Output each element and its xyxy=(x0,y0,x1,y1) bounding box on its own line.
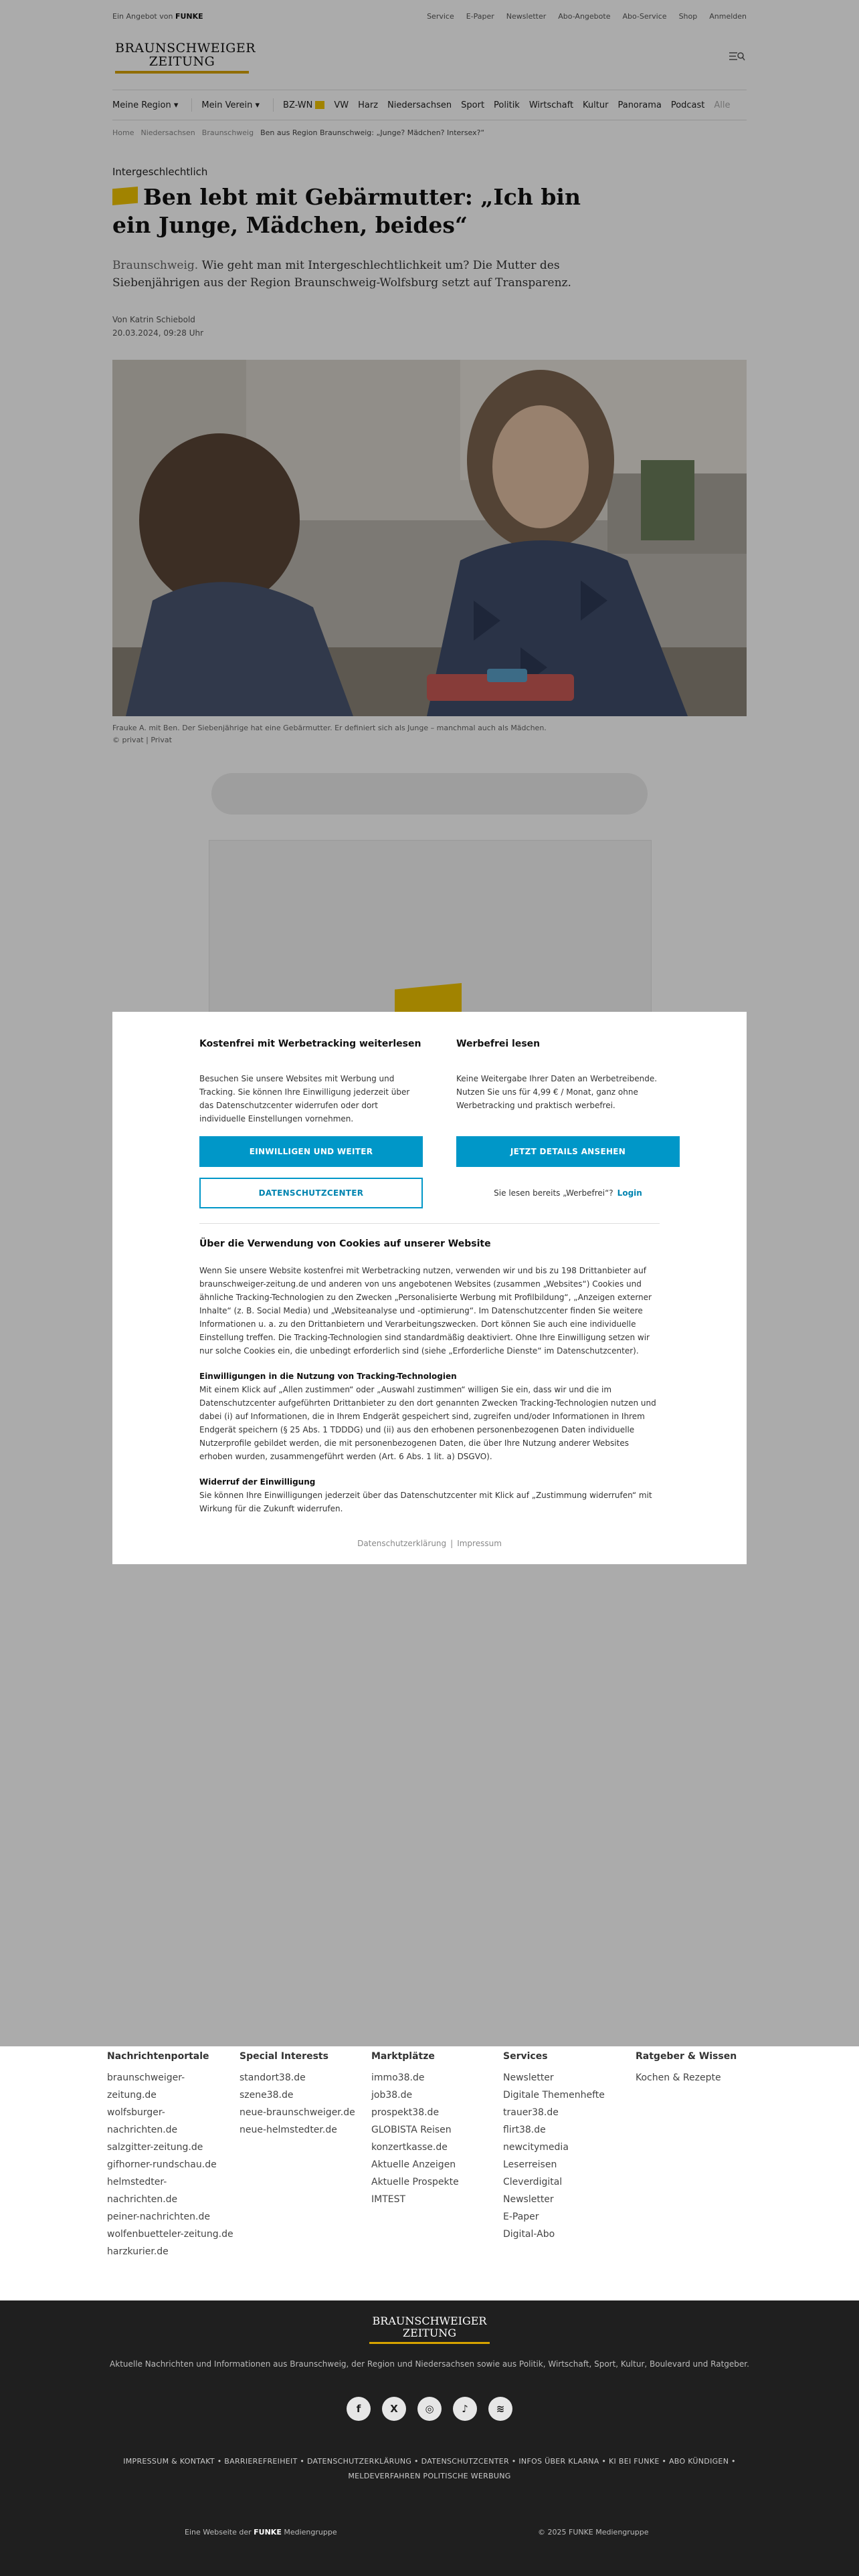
privacy-center-button[interactable]: DATENSCHUTZCENTER xyxy=(199,1178,423,1208)
consent-dialog xyxy=(112,1012,747,1564)
footer-column-title: Nachrichtenportale xyxy=(107,2051,209,2062)
footer-link[interactable]: harzkurier.de xyxy=(107,2246,169,2257)
footer-link[interactable]: flirt38.de xyxy=(503,2125,546,2135)
footer-link[interactable]: konzertkasse.de xyxy=(371,2142,448,2153)
nav-vw[interactable]: VW xyxy=(334,100,349,110)
footer-column-title: Ratgeber & Wissen xyxy=(636,2051,737,2062)
legal-link[interactable]: MELDEVERFAHREN POLITISCHE WERBUNG xyxy=(348,2472,511,2480)
nav-bz-wn-label: BZ-WN xyxy=(283,100,313,110)
logo-line-2: ZEITUNG xyxy=(149,54,215,69)
login-link[interactable]: Anmelden xyxy=(709,12,747,21)
breadcrumb-braunschweig[interactable]: Braunschweig xyxy=(201,128,254,137)
teaser-text: Wie geht man mit Intergeschlechtlichkeit um? Die Mutter des Siebenjährigen aus der Region Braunschweig-Wolfsburg setzt auf Transparenz. xyxy=(112,259,571,290)
website-of-brand: FUNKE xyxy=(254,2528,282,2537)
legal-link[interactable]: INFOS ÜBER KLARNA xyxy=(518,2457,599,2466)
footer-link[interactable]: wolfenbuetteler-zeitung.de xyxy=(107,2229,233,2240)
footer-link[interactable]: Newsletter xyxy=(503,2072,554,2083)
social-links xyxy=(347,2397,512,2421)
footer-logo-underline xyxy=(369,2342,490,2344)
nav-my-club[interactable]: Mein Verein ▾ xyxy=(201,100,260,110)
footer-link[interactable]: immo38.de xyxy=(371,2072,425,2083)
accept-button[interactable]: EINWILLIGEN UND WEITER xyxy=(199,1136,423,1167)
funke-brand[interactable]: FUNKE xyxy=(175,12,203,21)
teaser-location: Braunschweig. xyxy=(112,259,199,272)
footer-link[interactable]: standort38.de xyxy=(240,2072,306,2083)
footer-column-title: Special Interests xyxy=(240,2051,328,2062)
nav-my-club-label: Mein Verein xyxy=(201,100,253,110)
footer-logo-line-1: BRAUNSCHWEIGER xyxy=(372,2315,487,2327)
footer-tagline: Aktuelle Nachrichten und Informationen aus Braunschweig, der Region und Niedersachsen sowie aus Politik, Wirtschaft, Sport, Kultur, Boulevard und Ratgeber. xyxy=(110,2359,749,2369)
breadcrumb-current: Ben aus Region Braunschweig: „Junge? Mädchen? Intersex?“ xyxy=(260,128,485,137)
logo-line-1: BRAUNSCHWEIGER xyxy=(115,41,256,56)
nav-alle[interactable]: Alle xyxy=(714,100,731,110)
legal-links: IMPRESSUM & KONTAKT • BARRIEREFREIHEIT • DATENSCHUTZERKLÄRUNG • DATENSCHUTZCENTER • INFOS ÜBER KLARNA • KI BEI FUNKE • ABO KÜNDIGEN • MELDEVERFAHREN POLITISCHE WERBUNG xyxy=(123,2457,736,2480)
nav-politik[interactable]: Politik xyxy=(494,100,520,110)
footer-link[interactable]: trauer38.de xyxy=(503,2107,559,2118)
footer-column-title: Marktplätze xyxy=(371,2051,435,2062)
image-credit: © privat | Privat xyxy=(112,736,172,744)
cookie-info xyxy=(199,1264,660,1515)
revocation-paragraph xyxy=(199,1475,660,1515)
footer-link[interactable]: peiner-nachrichten.de xyxy=(107,2212,210,2222)
already-subscriber xyxy=(456,1178,680,1208)
publish-date: 20.03.2024, 09:28 Uhr xyxy=(112,328,204,338)
consent-paragraph xyxy=(199,1370,660,1463)
footer-link[interactable]: IMTEST xyxy=(371,2194,406,2205)
footer-link[interactable]: Aktuelle Prospekte xyxy=(371,2177,459,2187)
paragraph-title: Widerruf der Einwilligung xyxy=(199,1477,316,1487)
facebook-icon[interactable]: f xyxy=(347,2397,371,2421)
top-link-abo-service[interactable]: Abo-Service xyxy=(622,12,667,21)
imprint-link[interactable]: Impressum xyxy=(457,1539,502,1548)
footer-link[interactable]: helmstedter-nachrichten.de xyxy=(107,2177,178,2205)
divider xyxy=(199,1223,660,1224)
footer-link[interactable]: neue-braunschweiger.de xyxy=(240,2107,355,2118)
footer-logo[interactable] xyxy=(369,2315,490,2344)
option-title: Werbefrei lesen xyxy=(456,1039,541,1049)
legal-link[interactable]: DATENSCHUTZCENTER xyxy=(421,2457,509,2466)
website-of-suffix: Mediengruppe xyxy=(284,2528,337,2537)
footer-link[interactable]: Leserreisen xyxy=(503,2159,557,2170)
footer-link[interactable]: braunschweiger-zeitung.de xyxy=(107,2072,185,2101)
headline-text: Ben lebt mit Gebärmutter: „Ich bin ein Junge, Mädchen, beides“ xyxy=(112,184,581,238)
website-of-prefix: Eine Webseite der xyxy=(185,2528,252,2537)
footer-link[interactable]: Digitale Themenhefte xyxy=(503,2090,605,2101)
footer-link[interactable]: GLOBISTA Reisen xyxy=(371,2125,452,2135)
privacy-policy-link[interactable]: Datenschutzerklärung xyxy=(357,1539,447,1548)
website-of xyxy=(185,2528,337,2537)
footer-link[interactable]: Kochen & Rezepte xyxy=(636,2072,721,2083)
consent-footer: Datenschutzerklärung | Impressum xyxy=(357,1539,502,1548)
consent-options xyxy=(199,1039,660,1208)
nav-sport[interactable]: Sport xyxy=(461,100,485,110)
option-text: Besuchen Sie unsere Websites mit Werbung und Tracking. Sie können Ihre Einwilligung jederzeit über das Datenschutzcenter widerrufen oder dort individuelle Einstellungen vornehmen. xyxy=(199,1074,410,1123)
footer-column-special xyxy=(240,2048,367,2139)
footer-link[interactable]: szene38.de xyxy=(240,2090,294,2101)
footer-column-guides xyxy=(636,2048,763,2086)
nav-kultur[interactable]: Kultur xyxy=(583,100,609,110)
nav-panorama[interactable]: Panorama xyxy=(617,100,662,110)
legal-link[interactable]: ABO KÜNDIGEN xyxy=(668,2457,729,2466)
top-link-newsletter[interactable]: Newsletter xyxy=(506,12,547,21)
top-link-abo-angebote[interactable]: Abo-Angebote xyxy=(558,12,611,21)
author[interactable]: Von Katrin Schiebold xyxy=(112,315,195,324)
nav-niedersachsen[interactable]: Niedersachsen xyxy=(387,100,452,110)
top-link-epaper[interactable]: E-Paper xyxy=(466,12,494,21)
top-link-service[interactable]: Service xyxy=(427,12,454,21)
top-link-shop[interactable]: Shop xyxy=(678,12,698,21)
footer-column-title: Services xyxy=(503,2051,548,2062)
tiktok-icon[interactable]: ♪ xyxy=(453,2397,477,2421)
option-text: Keine Weitergabe Ihrer Daten an Werbetreibende. Nutzen Sie uns für 4,99 € / Monat, ganz ohne Werbetracking und praktisch werbefrei. xyxy=(456,1074,658,1110)
consent-option-tracking xyxy=(199,1039,423,1208)
nav-my-region-label: Meine Region xyxy=(112,100,171,110)
offer-text: Ein Angebot von xyxy=(112,12,173,21)
footer-link[interactable]: salzgitter-zeitung.de xyxy=(107,2142,203,2153)
cookie-section-title: Über die Verwendung von Cookies auf unserer Website xyxy=(199,1239,491,1249)
legal-link[interactable]: DATENSCHUTZERKLÄRUNG xyxy=(306,2457,412,2466)
footer-link[interactable]: job38.de xyxy=(371,2090,413,2101)
cookie-paragraph: Wenn Sie unsere Website kostenfrei mit Werbetracking nutzen, verwenden wir und bis zu 198 Drittanbieter auf braunschweiger-zeitung.de und anderen von uns angebotenen Websites (zusammen „Websites“) Cookies und ähnliche Tracking-Technologien zu den Zwecken „Personalisierte Werbung mit Profilbildung“, „Anzeigen externer Inhalte“ (z. B. Social Media) und „Websiteanalyse und -optimierung“. Im Datenschutzcenter finden Sie weitere Informationen u. a. zu den Drittanbietern und Verarbeitungszwecken. Dort können Sie auch eine individuelle Einstellung treffen. Die Tracking-Technologien sind standardmäßig deaktiviert. Ohne Ihre Einwilligung setzen wir nur solche Cookies ein, die unbedingt erforderlich sind (siehe „Erforderliche Dienste“ im Datenschutzcenter). xyxy=(199,1266,652,1356)
consent-option-adfree xyxy=(456,1039,680,1208)
footer-link[interactable]: wolfsburger-nachrichten.de xyxy=(107,2107,178,2135)
legal-link[interactable]: BARRIEREFREIHEIT xyxy=(224,2457,298,2466)
paragraph-text: Mit einem Klick auf „Allen zustimmen“ oder „Auswahl zustimmen“ willigen Sie ein, dass wir und die im Datenschutzcenter aufgeführten Drittanbieter zu den dort genannten Zwecken Tracking-Technologien nutzen und dabei (i) auf Informationen, die in Ihrem Endgerät gespeichert sind, zugreifen und/oder Informationen in Ihrem Endgerät speichern (§ 25 Abs. 1 TDDDG) und (ii) aus den erhobenen personenbezogenen Daten individuelle Nutzerprofile gebildet werden, die mit personenbezogenen Daten, die über Ihre Nutzung anderer Websites erhoben wurden, zusammengeführt werden (Art. 6 Abs. 1 lit. a) DSGVO). xyxy=(199,1385,656,1461)
article-kicker: Intergeschlechtlich xyxy=(112,166,208,178)
legal-link[interactable]: IMPRESSUM & KONTAKT xyxy=(123,2457,215,2466)
login-link[interactable]: Login xyxy=(617,1188,642,1198)
footer-logo-line-2: ZEITUNG xyxy=(402,2327,457,2339)
footer-column-news xyxy=(107,2048,234,2260)
nav-wirtschaft[interactable]: Wirtschaft xyxy=(529,100,574,110)
nav-my-region[interactable]: Meine Region ▾ xyxy=(112,100,179,110)
paragraph-text: Sie können Ihre Einwilligungen jederzeit über das Datenschutzcenter mit Klick auf „Zustimmung widerrufen“ mit Wirkung für die Zukunft widerrufen. xyxy=(199,1491,652,1513)
footer-link[interactable]: E-Paper xyxy=(503,2212,539,2222)
footer-link[interactable]: Cleverdigital xyxy=(503,2177,563,2187)
breadcrumb-home[interactable]: Home xyxy=(112,128,134,137)
caption-text: Frauke A. mit Ben. Der Siebenjährige hat eine Gebärmutter. Er definiert sich als Junge – manchmal auch als Mädchen. xyxy=(112,724,547,732)
breadcrumb-niedersachsen[interactable]: Niedersachsen xyxy=(140,128,195,137)
footer-link[interactable]: newcitymedia xyxy=(503,2142,569,2153)
nav-podcast[interactable]: Podcast xyxy=(670,100,705,110)
footer-link[interactable]: Newsletter xyxy=(503,2194,554,2205)
footer-link[interactable]: Aktuelle Anzeigen xyxy=(371,2159,456,2170)
copyright: © 2025 FUNKE Mediengruppe xyxy=(538,2528,649,2537)
paragraph-title: Einwilligungen in die Nutzung von Tracking-Technologien xyxy=(199,1372,457,1381)
footer-link[interactable]: Digital-Abo xyxy=(503,2229,555,2240)
legal-link[interactable]: KI BEI FUNKE xyxy=(609,2457,660,2466)
already-reading-text: Sie lesen bereits „Werbefrei“? xyxy=(494,1188,613,1198)
instagram-icon[interactable]: ◎ xyxy=(417,2397,442,2421)
details-button[interactable]: JETZT DETAILS ANSEHEN xyxy=(456,1136,680,1167)
nav-harz[interactable]: Harz xyxy=(358,100,379,110)
footer-link[interactable]: prospekt38.de xyxy=(371,2107,440,2118)
x-twitter-icon[interactable]: X xyxy=(382,2397,406,2421)
footer-link[interactable]: neue-helmstedter.de xyxy=(240,2125,337,2135)
footer-link[interactable]: gifhorner-rundschau.de xyxy=(107,2159,217,2170)
footer-column-markets xyxy=(371,2048,498,2208)
rss-icon[interactable]: ≋ xyxy=(488,2397,512,2421)
option-title: Kostenfrei mit Werbetracking weiterlesen xyxy=(199,1039,421,1049)
footer-column-services xyxy=(503,2048,630,2243)
